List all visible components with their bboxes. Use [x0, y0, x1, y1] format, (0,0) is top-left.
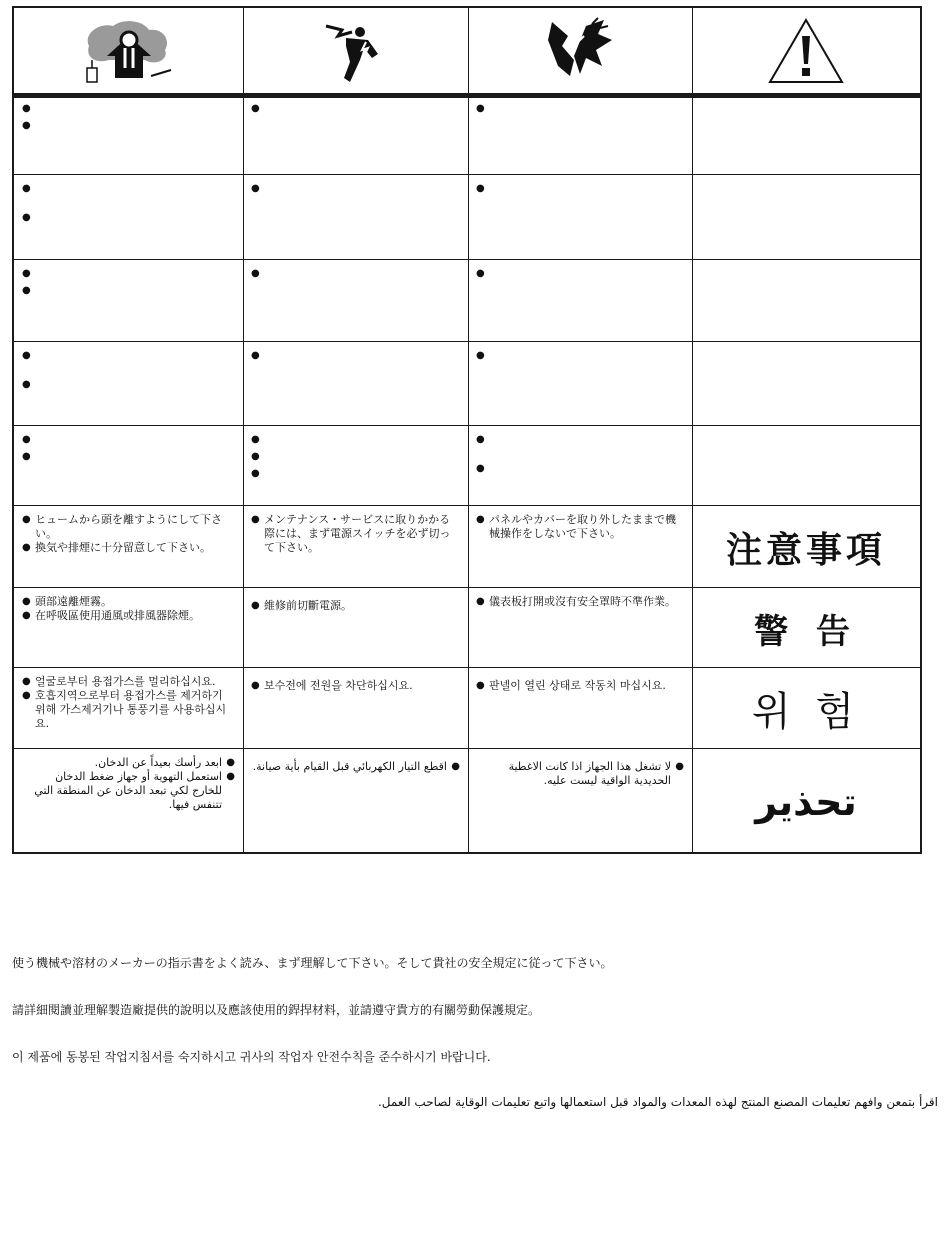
- moving-parts-icon: [468, 8, 692, 93]
- footer-zh: 請詳細閱讀並理解製造廠提供的說明以及應該使用的銲捍材料，並請遵守貴方的有關勞動保護規定。: [12, 1003, 541, 1017]
- list-item: [476, 348, 684, 365]
- list-item: ● 維修前切斷電源。: [251, 599, 460, 613]
- list-item: ● لا تشغل هذا الجهاز اذا كانت الاغطية الحديدية الواقية ليست عليه.: [476, 760, 684, 788]
- list-item: [22, 283, 235, 300]
- fume-hazard-icon: [14, 8, 243, 93]
- row3-col2: [243, 260, 468, 341]
- ar-col2: [243, 750, 468, 854]
- list-item: [476, 461, 684, 478]
- list-item: ● اقطع التيار الكهربائي قبل القيام بأية صيانة.: [251, 760, 460, 774]
- list-item: [251, 266, 460, 283]
- footer-ko: 이 제품에 동봉된 작업지침서를 숙지하시고 귀사의 작업자 안전수칙을 준수하시기 바랍니다.: [12, 1050, 491, 1064]
- list-item: [22, 348, 235, 365]
- list-item: [22, 266, 235, 283]
- ja-col1: [14, 507, 243, 587]
- safety-warning-table: [12, 6, 922, 854]
- list-item: [251, 348, 460, 365]
- list-item: [251, 181, 460, 198]
- list-item: [22, 432, 235, 449]
- ar-col1: [14, 750, 243, 854]
- list-item: [251, 432, 460, 449]
- list-item: [22, 210, 235, 227]
- list-item: ● ヒュームから頭を離すようにして下さい。: [22, 513, 235, 541]
- ar-title: تحذير: [755, 780, 857, 824]
- list-item: ● 얼굴로부터 용접가스를 멀리하십시요.: [22, 675, 235, 689]
- ja-col2: [243, 507, 468, 587]
- list-item: ● ابعد رأسك بعيداً عن الدخان.: [22, 756, 235, 770]
- ko-col1: [14, 669, 243, 748]
- list-item: ● メンテナンス・サービスに取りかかる際には、まず電源スイッチを必ず切って下さい。: [251, 513, 460, 555]
- ja-col3: [468, 507, 692, 587]
- list-item: [251, 449, 460, 466]
- electric-shock-icon: [243, 8, 468, 93]
- list-item: ● 在呼吸區使用通風或排風器除煙。: [22, 609, 235, 623]
- zh-title: 警 告: [754, 611, 858, 652]
- list-item: ● 儀表板打開或沒有安全罩時不準作業。: [476, 595, 684, 609]
- list-item: ● 보수전에 전원을 차단하십시요.: [251, 679, 460, 693]
- row5-col3: [468, 426, 692, 505]
- footer-ar: اقرأ بتمعن وافهم تعليمات المصنع المنتج لهذه المعدات والمواد قبل استعمالها واتبع تعليمات الوقاية لصاحب العمل.: [377, 1095, 938, 1109]
- ko-col3: [468, 669, 692, 748]
- list-item: [22, 449, 235, 466]
- zh-col3: [468, 589, 692, 667]
- list-item: ● 頭部遠離煙霧。: [22, 595, 235, 609]
- zh-col1: [14, 589, 243, 667]
- list-item: ● 판넬이 열린 상태로 작동치 마십시요.: [476, 679, 684, 693]
- row3-col1: [14, 260, 243, 341]
- row2-col1: [14, 175, 243, 259]
- list-item: ● استعمل التهوية أو جهاز ضغط الدخان للخارج لكي تبعد الدخان عن المنطقة التي تتنفس فيها.: [22, 770, 235, 812]
- row5-col2: [243, 426, 468, 505]
- ja-title: 注意事項: [725, 529, 886, 571]
- zh-col2: [243, 589, 468, 667]
- list-item: [22, 118, 235, 135]
- footer-ja: 使う機械や溶材のメーカーの指示書をよく読み、まず理解して下さい。そして貴社の安全規定に従って下さい。: [12, 956, 613, 970]
- list-item: [22, 181, 235, 198]
- list-item: ● 換気や排煙に十分留意して下さい。: [22, 541, 235, 555]
- row5-col1: [14, 426, 243, 505]
- list-item: ● パネルやカバーを取り外したままで機械操作をしないで下さい。: [476, 513, 684, 541]
- list-item: [251, 101, 460, 118]
- row4-col3: [468, 342, 692, 425]
- row4-col1: [14, 342, 243, 425]
- list-item: [22, 101, 235, 118]
- row1-col3: [468, 95, 692, 174]
- row4-col2: [243, 342, 468, 425]
- ar-col3: [468, 750, 692, 854]
- row2-col3: [468, 175, 692, 259]
- list-item: [476, 432, 684, 449]
- row3-col3: [468, 260, 692, 341]
- row2-col2: [243, 175, 468, 259]
- ko-title: 위 험: [752, 689, 860, 735]
- list-item: ● 호흡지역으로부터 용접가스를 제거하기 위해 가스제거기나 통풍기를 사용하십시요.: [22, 689, 235, 731]
- list-item: [476, 266, 684, 283]
- list-item: [476, 101, 684, 118]
- list-item: [22, 377, 235, 394]
- caution-triangle-icon: [692, 8, 920, 93]
- list-item: [476, 181, 684, 198]
- row1-col2: [243, 95, 468, 174]
- ko-col2: [243, 669, 468, 748]
- list-item: [251, 466, 460, 483]
- row1-col1: [14, 95, 243, 174]
